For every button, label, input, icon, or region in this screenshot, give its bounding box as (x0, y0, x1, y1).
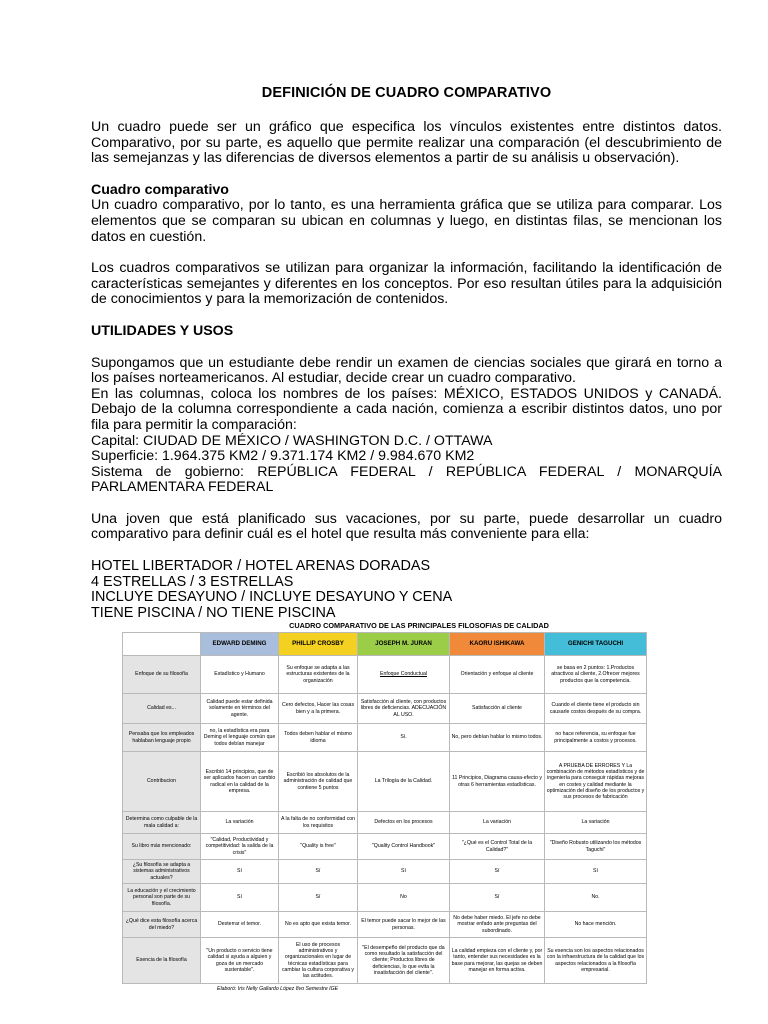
country-data-list (91, 434, 722, 496)
table-cell: El temor puede sacar lo mejor de las personas. (358, 912, 450, 938)
table-cell: Cero defectos, Hacer las cosas bien y a la primera. (279, 694, 358, 724)
table-cell: La variación (201, 812, 279, 834)
table-cell: Su esencia son los aspectos relacionados con la infraestructura de la calidad que los aspectos relacionados a la filosofía empresarial. (545, 938, 647, 984)
list-line: Superficie: 1.964.375 KM2 / 9.371.174 KM2 / 9.984.670 KM2 (91, 448, 475, 465)
list-line: TIENE PISCINA / NO TIENE PISCINA (91, 604, 336, 621)
column-header: GENICHI TAGUCHI (545, 633, 647, 656)
table-cell: se basa en 2 puntos: 1.Productos atractivos al cliente, 2.Ofrecer mejores productos que la competencia. (545, 656, 647, 694)
column-header: EDWARD DEMING (201, 633, 279, 656)
table-cell: La calidad empieza con el cliente y, por tanto, entender sus necesidades es la base para mejorar, las quejas se deben manejar en forma activa. (450, 938, 545, 984)
table-cell: "¿Qué es el Control Total de la Calidad?" (450, 834, 545, 860)
table-row (123, 834, 647, 860)
list-line: Sistema de gobierno: REPÚBLICA FEDERAL / REPÚBLICA FEDERAL / MONARQUÍA PARLAMENTARA FEDERAL (91, 463, 722, 496)
table-cell: La variación (545, 812, 647, 834)
row-label: Calidad es... (123, 694, 201, 724)
table-row (123, 656, 647, 694)
table-cell: Sí (279, 884, 358, 912)
column-header: PHILLIP CROSBY (279, 633, 358, 656)
comparison-table (122, 632, 647, 984)
table-header-row (123, 633, 647, 656)
list-line: 4 ESTRELLAS / 3 ESTRELLAS (91, 573, 294, 590)
table-cell: El uso de procesos administrativos y organizacionales en lugar de técnicas estadísticas para cambiar la cultura corporativa y las actitudes. (279, 938, 358, 984)
table-cell: Sí (279, 860, 358, 884)
table-cell: Su enfoque se adapta a las estructuras existentes de la organización (279, 656, 358, 694)
table-cell: Estadístico y Humano (201, 656, 279, 694)
table-cell: Sí (201, 884, 279, 912)
list-line: HOTEL LIBERTADOR / HOTEL ARENAS DORADAS (91, 558, 431, 575)
table-caption: CUADRO COMPARATIVO DE LAS PRINCIPALES FILOSOFIAS DE CALIDAD (289, 621, 549, 630)
table-cell: Todos deben hablar el mismo idioma (279, 724, 358, 752)
table-cell: Cuando el cliente tiene el producto sin causarle costos después de su compra. (545, 694, 647, 724)
table-cell: Sí (358, 860, 450, 884)
hotel-data-list (91, 559, 722, 621)
paragraph: Los cuadros comparativos se utilizan para organizar la información, facilitando la identificación de características semejantes y diferentes en los conceptos. Por eso resultan útiles para la adquisición de conocimientos y para la memorización de contenidos. (91, 260, 722, 308)
row-label: ¿Su filosofía se adapta a sistemas administrativos actuales? (123, 860, 201, 884)
table-row (123, 812, 647, 834)
row-label: La educación y el crecimiento personal son parte de su filosofía. (123, 884, 201, 912)
table-corner (123, 633, 201, 656)
table-cell: Escribió 14 principios, que de ser aplicados hacen un cambio radical en la calidad de la empresa. (201, 752, 279, 812)
table-cell: Sí (450, 884, 545, 912)
table-row (123, 912, 647, 938)
intro-paragraph: Un cuadro puede ser un gráfico que especifica los vínculos existentes entre distintos datos. Comparativo, por su parte, es aquello que permite realizar una comparación (el descubrimiento de las semejanzas y las diferencias de diversos elementos a partir de su análisis u observación). (91, 119, 722, 167)
document-title: DEFINICIÓN DE CUADRO COMPARATIVO (261, 85, 552, 101)
table-cell: Satisfacción al cliente (450, 694, 545, 724)
list-line: Capital: CIUDAD DE MÉXICO / WASHINGTON D.C. / OTTAWA (91, 432, 493, 449)
table-cell: No (358, 884, 450, 912)
table-row (123, 752, 647, 812)
table-cell: La Trilogía de la Calidad. (358, 752, 450, 812)
table-cell: Satisfacción al cliente, con productos libres de deficiencias. ADECUACIÓN AL USO. (358, 694, 450, 724)
table-cell: A PRUEBA DE ERRORES Y La combinación de métodos estadísticos y de ingeniería para conseguir rápidas mejoras en costes y calidad mediante la optimización del diseño de los productos y sus procesos de fabricación (545, 752, 647, 812)
paragraph: En las columnas, coloca los nombres de los países: MÉXICO, ESTADOS UNIDOS y CANADÁ. Debajo de la columna correspondiente a cada nación, comienza a escribir distintos datos, uno por fila para permitir la comparación: (91, 385, 722, 433)
table-cell: "Un producto o servicio tiene calidad si ayuda a alguien y goza de un mercado sustentable". (201, 938, 279, 984)
table-cell: No hace mención. (545, 912, 647, 938)
table-cell: "Diseño Robusto utilizando los métodos Taguchi" (545, 834, 647, 860)
column-header: JOSEPH M. JURAN (358, 633, 450, 656)
comparison-table-figure (122, 620, 646, 1004)
table-row (123, 694, 647, 724)
column-header: KAORU ISHIKAWA (450, 633, 545, 656)
table-row (123, 724, 647, 752)
row-label: ¿Qué dice esta filosofía acerca del miedo? (123, 912, 201, 938)
table-cell: Sí (545, 860, 647, 884)
table-cell: no, la estadística era para Deming el lenguaje común que todos debían manejar (201, 724, 279, 752)
table-cell: No debe haber miedo. El jefe no debe mostrar enfado ante preguntas del subordinado. (450, 912, 545, 938)
table-cell: no hace referencia, su enfoque fue principalmente a costos y procesos. (545, 724, 647, 752)
table-cell: Calidad puede estar definida solamente en términos del agente. (201, 694, 279, 724)
table-cell: La variación (450, 812, 545, 834)
table-cell: Enfoque Conductual (358, 656, 450, 694)
table-row (123, 938, 647, 984)
table-cell: 11 Principios, Diagrama causa-efecto y otras 6 herramientas estadísticas. (450, 752, 545, 812)
paragraph: Un cuadro comparativo, por lo tanto, es una herramienta gráfica que se utiliza para comparar. Los elementos que se comparan su ubican en columnas y luego, en distintas filas, se mencionan los datos en cuestión. (91, 197, 722, 245)
table-footer-credit: Elaboró: Iris Nelly Gallardo López 8vo Semestre IGE (217, 986, 339, 992)
table-cell: No, pero debían hablar lo mismo todos. (450, 724, 545, 752)
paragraph: Una joven que está planificado sus vacaciones, por su parte, puede desarrollar un cuadro comparativo para definir cuál es el hotel que resulta más conveniente para ella: (91, 510, 722, 543)
table-cell: Desterrar el temor. (201, 912, 279, 938)
table-cell: A la falta de no conformidad con los requisitos (279, 812, 358, 834)
table-cell: No es apto que exista temor. (279, 912, 358, 938)
table-cell: Sí (201, 860, 279, 884)
row-label: Esencia de la filosofía (123, 938, 201, 984)
table-cell: "Calidad, Productividad y competitividad: la salida de la crisis" (201, 834, 279, 860)
table-cell: "Quality Control Handbook" (358, 834, 450, 860)
document-page (91, 85, 722, 637)
table-cell: Orientación y enfoque al cliente (450, 656, 545, 694)
table-cell: Escribió los absolutos de la administración de calidad que contiene 5 puntos (279, 752, 358, 812)
paragraph: Supongamos que un estudiante debe rendir un examen de ciencias sociales que girará en torno a los países norteamericanos. Al estudiar, decide crear un cuadro comparativo. (91, 354, 722, 387)
table-cell: "Quality is free" (279, 834, 358, 860)
row-label: Pensaba que los empleados hablaban lenguaje propio (123, 724, 201, 752)
list-line: INCLUYE DESAYUNO / INCLUYE DESAYUNO Y CENA (91, 589, 453, 606)
table-cell: Defectos en los procesos (358, 812, 450, 834)
table-cell: Sí (450, 860, 545, 884)
table-body (123, 656, 647, 984)
table-cell: "El desempeño del producto que da como resultado la satisfacción del cliente; Productos libres de deficiencias, lo que evita la insatisfacción del cliente". (358, 938, 450, 984)
table-cell: Sí. (358, 724, 450, 752)
row-label: Determina como culpable de la mala calidad a: (123, 812, 201, 834)
section-heading-cuadro-comparativo: Cuadro comparativo (91, 181, 229, 198)
row-label: Enfoque de su filosofía (123, 656, 201, 694)
table-row (123, 884, 647, 912)
row-label: Su libro más mencionado: (123, 834, 201, 860)
table-row (123, 860, 647, 884)
section-heading-utilidades: UTILIDADES Y USOS (91, 322, 234, 339)
table-cell: No. (545, 884, 647, 912)
row-label: Contribucion (123, 752, 201, 812)
